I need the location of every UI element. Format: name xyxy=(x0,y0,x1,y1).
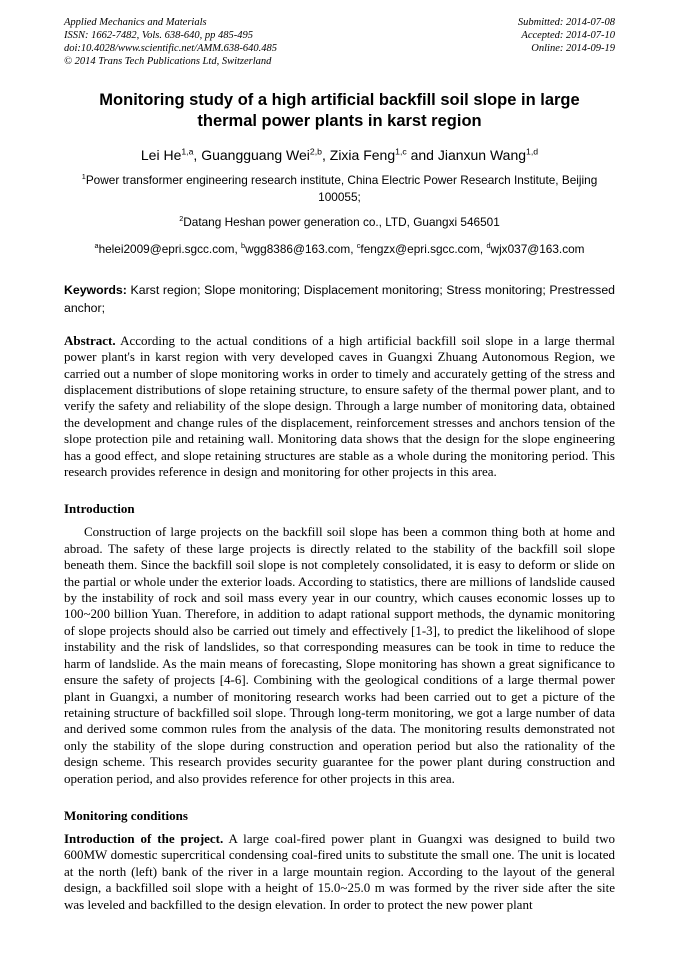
affiliation-2 xyxy=(64,214,615,231)
journal-title: Applied Mechanics and Materials xyxy=(64,17,207,28)
author-affiliation-sup: 1,d xyxy=(526,146,539,157)
paragraph-lead-label: Introduction of the project. xyxy=(64,830,224,846)
dates-meta xyxy=(518,16,615,69)
abstract-block xyxy=(64,333,615,481)
submitted-date: Submitted: 2014-07-08 xyxy=(517,17,615,28)
issn-line: ISSN: 1662-7482, Vols. 638-640, pp 485-495 xyxy=(64,30,253,42)
abstract-text: According to the actual conditions of a high artificial backfill soil slope in a large thermal power plant's in karst region with very developed caves in Guangxi Zhuang Autonomous Region, we carried out a number of slope monitoring works in order to timely and accurately getting of the stress and displacement distributions of slope retaining structure, to ensure safety of the thermal power plant, and to verify the safety and reliability of the slope design. Through a large number of monitoring data, obtained the development and change rules of the displacement, reinforcement stresses and anchors tension of the slope protection pile and retaining wall. Monitoring data shows that the design for the slope engineering has a good effect, and slope retaining structures are stable as a whole during the monitoring period. This research provides reference in design and monitoring for other projects in this area. xyxy=(64,332,615,480)
journal-meta xyxy=(64,16,277,69)
abstract-label: Abstract. xyxy=(64,332,116,348)
affiliation-text: Power transformer engineering research institute, China Electric Power Research Institute, Beijing 100055; xyxy=(85,173,598,204)
keywords-label: Keywords: xyxy=(64,282,127,297)
affiliation-sup: 1 xyxy=(81,172,86,182)
email-sup: c xyxy=(356,241,361,250)
section-heading-monitoring-conditions: Monitoring conditions xyxy=(64,807,188,823)
authors-line xyxy=(64,147,615,163)
author-name: , Guangguang Wei xyxy=(193,147,310,164)
email-sup: a xyxy=(94,241,99,250)
affiliation-sup: 2 xyxy=(179,214,184,224)
copyright-line: © 2014 Trans Tech Publications Ltd, Switzerland xyxy=(64,56,272,68)
paper-title: Monitoring study of a high artificial backfill soil slope in large thermal power plants in karst region xyxy=(99,90,580,130)
author-affiliation-sup: 1,c xyxy=(395,146,407,157)
email-address: wgg8386@163.com, xyxy=(245,241,357,256)
email-address: helei2009@epri.sgcc.com, xyxy=(98,241,242,256)
email-address: wjx037@163.com xyxy=(490,241,585,256)
affiliation-text: Datang Heshan power generation co., LTD, Guangxi 546501 xyxy=(183,215,500,230)
author-name: , Zixia Feng xyxy=(321,147,396,164)
author-affiliation-sup: 1,a xyxy=(181,146,194,157)
author-name: and Jianxun Wang xyxy=(406,147,527,164)
introduction-paragraph: Construction of large projects on the backfill soil slope has been a common thing both at home and abroad. The safety of these large projects is directly related to the stability of the backfill soil slope beneath them. Since the backfill soil slope is not completely consolidated, it is easy to deform or slide on the partial or whole under the exterior loads. According to statistics, there are millions of landslide caused by the instability of rock and soil mass every year in our country, which causes economic losses up to 100~200 billion Yuan. Therefore, in addition to adapt rational support methods, the dynamic monitoring of slope projects should also be carried out timely and effectively [1-3], to predict the likelihood of slope instability and the risk of landslides, so that corresponding measures can be took in time to reduce the harm of landslide. As the main means of forecasting, Slope monitoring has shown a great significance to ensure the safety of projects [4-6]. Combining with the geological conditions of a large thermal power plant in Guangxi, a number of monitoring research works had been carried out to get a picture of the retaining structure of backfilled soil slope. Through long-term monitoring, we got a large number of data and derived some common rules from the analysis of the data. The monitoring results demonstrated not only the stability of the slope during construction and operation period but also the rationality of the design scheme. This research provides security guarantee for the power plant during construction and operation period, and also provides reference for other projects in this area. xyxy=(64,524,615,786)
doi-line: doi:10.4028/www.scientific.net/AMM.638-640.485 xyxy=(64,43,277,55)
accepted-date: Accepted: 2014-07-10 xyxy=(521,30,615,42)
monitoring-conditions-paragraph xyxy=(64,831,615,913)
paper-header xyxy=(64,16,615,69)
paragraph-text: A large coal-fired power plant in Guangxi was designed to build two 600MW domestic supercritical condensing coal-fired units to substitute the small one. The unit is located at the north (left) bank of the river in a large mountain region. According to the layout of the general design, a backfilled soil slope with a height of 15.0~25.0 m was formed by the river side after the site was leveled and backfilled to the design elevation. In order to protect the new power plant xyxy=(64,830,615,912)
email-sup: d xyxy=(486,241,491,250)
email-address: fengzx@epri.sgcc.com, xyxy=(360,241,487,256)
author-name: Lei He xyxy=(140,147,182,164)
email-sup: b xyxy=(241,241,246,250)
author-affiliation-sup: 2,b xyxy=(309,146,322,157)
affiliation-1 xyxy=(64,172,615,205)
keywords-block xyxy=(64,281,615,318)
section-heading-introduction: Introduction xyxy=(64,501,135,517)
author-emails xyxy=(64,242,615,256)
keywords-text: Karst region; Slope monitoring; Displacement monitoring; Stress monitoring; Prestressed anchor; xyxy=(64,282,616,316)
online-date: Online: 2014-09-19 xyxy=(531,43,615,55)
